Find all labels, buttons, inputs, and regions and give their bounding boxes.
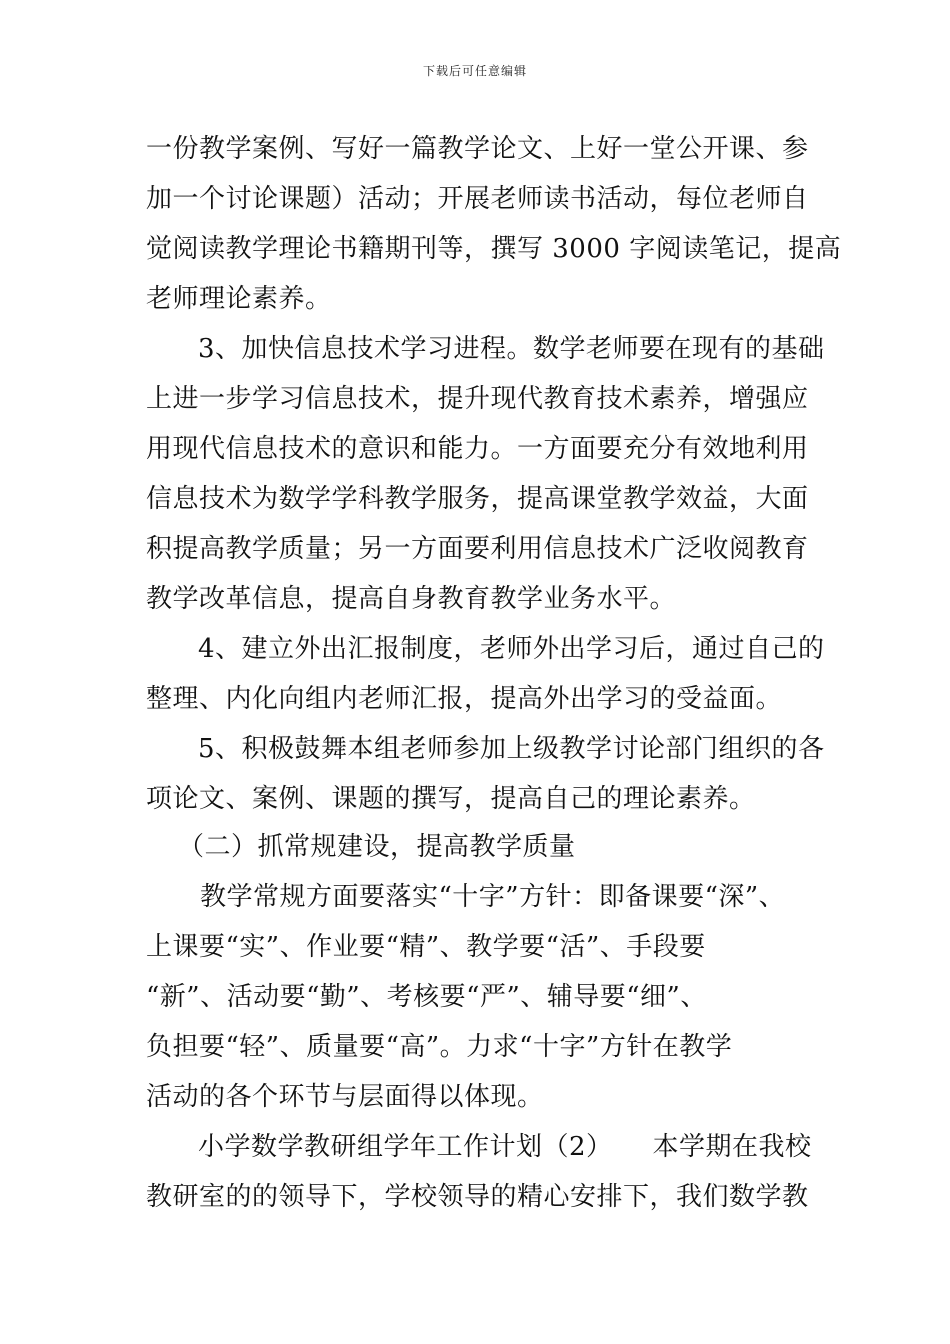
- text-line: 信息技术为数学学科教学服务，提高课堂教学效益，大面: [146, 484, 809, 514]
- text-line: 积提高教学质量；另一方面要利用信息技术广泛收阅教育: [146, 534, 809, 564]
- page-header: 下载后可任意编辑: [422, 64, 527, 78]
- text-line: 上课要“实”、作业要“精”、教学要“活”、手段要: [146, 932, 706, 962]
- text-line: 3、加快信息技术学习进程。数学老师要在现有的基础: [198, 334, 825, 364]
- text-line: 教学常规方面要落实“十字”方针：即备课要“深”、: [200, 882, 786, 912]
- text-line: 教学改革信息，提高自身教育教学业务水平。: [146, 584, 677, 614]
- text-line: 整理、内化向组内老师汇报，提高外出学习的受益面。: [146, 684, 783, 714]
- text-line: 5、积极鼓舞本组老师参加上级教学讨论部门组织的各: [198, 734, 825, 764]
- text-line: 教研室的的领导下，学校领导的精心安排下，我们数学教: [146, 1182, 809, 1212]
- text-line: 项论文、案例、课题的撰写，提高自己的理论素养。: [146, 784, 756, 814]
- text-line: 4、建立外出汇报制度，老师外出学习后，通过自己的: [198, 634, 825, 664]
- text-line: 一份教学案例、写好一篇教学论文、上好一堂公开课、参: [146, 134, 809, 164]
- text-line: 小学数学教研组学年工作计划（2） 本学期在我校: [198, 1132, 812, 1162]
- section-heading: （二）抓常规建设，提高教学质量: [178, 832, 576, 862]
- text-line: 上进一步学习信息技术，提升现代教育技术素养，增强应: [146, 384, 809, 414]
- text-line: 老师理论素养。: [146, 284, 332, 314]
- text-line: 用现代信息技术的意识和能力。一方面要充分有效地利用: [146, 434, 809, 464]
- text-line: 加一个讨论课题）活动；开展老师读书活动，每位老师自: [146, 184, 809, 214]
- text-line: “新”、活动要“勤”、考核要“严”、辅导要“细”、: [146, 982, 707, 1012]
- text-line: 活动的各个环节与层面得以体现。: [146, 1082, 544, 1112]
- text-line: 负担要“轻”、质量要“高”。力求“十字”方针在教学: [146, 1032, 733, 1062]
- text-line: 觉阅读教学理论书籍期刊等，撰写 3000 字阅读笔记，提高: [146, 234, 842, 264]
